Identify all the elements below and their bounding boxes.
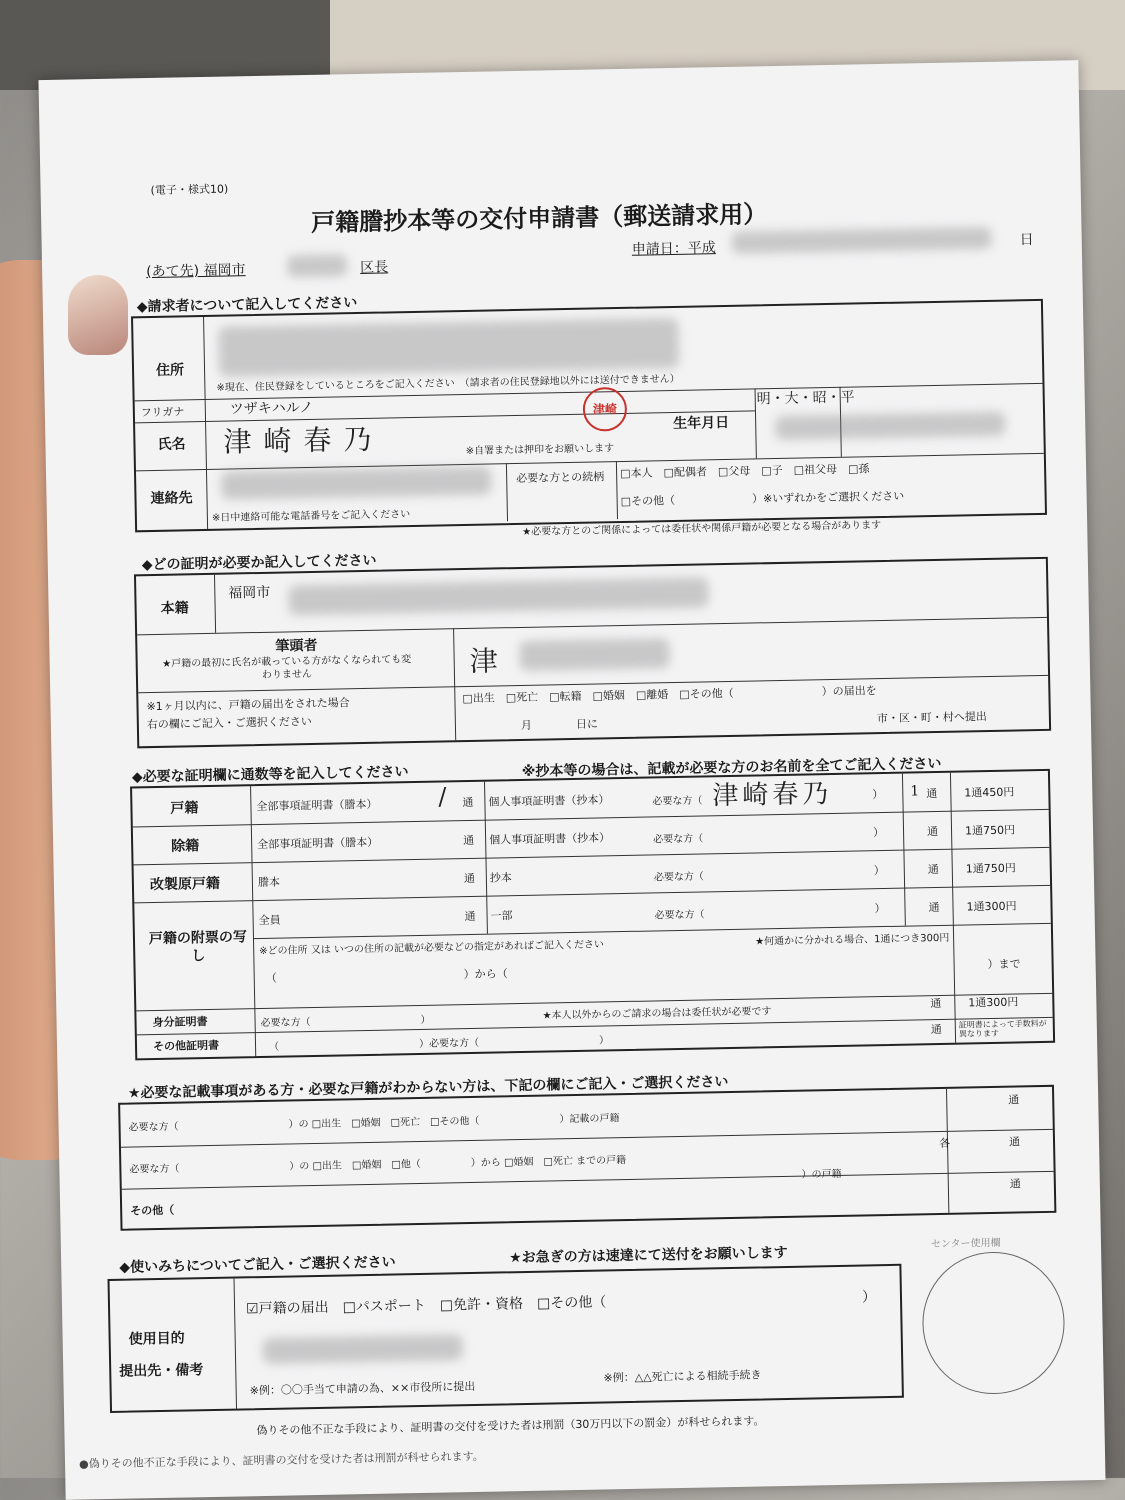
relation-label: 必要な方との続柄 [516,470,605,486]
recent-date: 月 日に [520,717,599,732]
redacted-ward [287,254,347,277]
price-label: 1通750円 [965,861,1016,876]
other-cert-label: その他証明書 [152,1038,220,1054]
extra-record-unit-2: 通 [1008,1135,1021,1149]
contact-label: 連絡先 [150,490,193,508]
full-record-label: 全員 [258,913,281,928]
form-title: 戸籍謄抄本等の交付申請書（郵送請求用） [310,200,768,237]
extra-record-line-1: 必要な方（ ）の □出生 □婚姻 □死亡 □その他（ ）記載の戸籍 [128,1113,620,1134]
fuhyo-to: ）まで [987,957,1021,972]
section3-heading: ◆必要な証明欄に通数等を記入してください [131,764,409,786]
recent-note-2: 右の欄にご記入・ご選択ください [146,714,312,732]
center-use-circle [921,1251,1066,1396]
extra-record-line-2: 必要な方（ ）の □出生 □婚姻 □他（ ）から □婚姻 □死亡 までの戸籍 [129,1155,627,1176]
mibun-unit: 通 [930,996,942,1011]
address-note: ※現在、住民登録をしているところをご記入ください （請求者の住民登録地以外には送付できません） [216,373,680,394]
application-date-day: 日 [1019,232,1034,249]
partial-record-label: 個人事項証明書（抄本） [488,793,610,809]
section3-heading-note: ※抄本等の場合は、記載が必要な方のお名前を全てご記入ください [521,755,942,780]
fingernail [68,275,128,355]
penalty-note: 偽りその他不正な手段により、証明書の交付を受けた者は刑罰（30万円以下の罰金）が科せられます。 [256,1414,765,1438]
count-row-label: 改製原戸籍 [149,875,221,894]
center-use-label: センター使用欄 [930,1237,1001,1251]
mibun-label: 身分証明書 [152,1015,208,1030]
form-code: (電子・様式10) [150,182,229,197]
section2-heading: ◆どの証明が必要か記入してください [141,552,377,574]
name-value: 津崎春乃 [223,422,384,459]
need-person-label: 必要な方（ [654,909,705,922]
name-seal: 津崎 [582,387,627,432]
honseki-prefix: 福岡市 [228,584,271,602]
mibun-price: 1通300円 [968,995,1019,1010]
need-person-label: 必要な方（ [653,833,704,846]
need-person-name: 津崎春乃 [712,779,833,812]
purpose-table [107,1264,903,1413]
purpose-label-1: 使用目的 [128,1330,185,1348]
purpose-example-2: ※例：△△死亡による相続手続き [603,1368,762,1385]
need-person-close: ） [874,902,886,916]
hittousha-note: ★戸籍の最初に氏名が載っている方がなくなられても変わりません [162,654,412,681]
full-record-unit: 通 [464,909,476,924]
count-row-label: 戸籍 [170,800,199,817]
section4-heading: ★必要な記載事項がある方・必要な戸籍がわからない方は、下記の欄にご記入・ご選択ください [127,1074,729,1102]
purpose-label-2: 提出先・備考 [119,1362,204,1380]
full-record-count: / [438,782,447,811]
redacted-birth-date [775,412,1005,440]
fuhyo-note: ※どの住所 又は いつの住所の記載が必要などの指定があればご記入ください [259,939,605,958]
name-label: 氏名 [157,436,186,453]
full-record-label: 全部事項証明書（謄本） [256,797,378,814]
extra-record-line-3: その他（ [130,1203,175,1218]
partial-record-unit: 通 [926,786,938,801]
partial-record-label: 個人事項証明書（抄本） [489,831,611,847]
redacted-purpose [263,1334,463,1364]
contact-note: ※日中連絡可能な電話番号をご記入ください [211,509,411,524]
partial-record-label: 抄本 [489,871,512,885]
full-record-unit: 通 [463,833,475,848]
address-label: 住所 [155,362,185,379]
purpose-example-1: ※例：〇〇手当て申請の為、××市役所に提出 [249,1379,476,1398]
other-cert-value: （ ）必要な方（ ） [268,1035,610,1053]
partial-record-unit: 通 [927,862,939,877]
recent-note-1: ※1ヶ月以内に、戸籍の届出をされた場合 [146,696,350,714]
purpose-options-close: ） [861,1289,877,1306]
extra-record-unit-3: 通 [1009,1177,1021,1191]
recent-options: □出生 □死亡 □転籍 □婚姻 □離婚 □その他（ ）の届出を [462,684,877,706]
need-person-label: 必要な方（ [652,795,703,808]
hittousha-value: 津 [469,644,499,678]
section5-heading: ◆使いみちについてご記入・ご選択ください [119,1254,396,1276]
need-person-close: ） [872,788,884,802]
application-date-label: 申請日：平成 [631,240,716,258]
redacted-contact [221,466,491,499]
birth-date-label: 生年月日 [673,414,730,432]
redacted-address [218,318,679,377]
recent-place: 市・区・町・村へ提出 [876,710,987,726]
mibun-need: 必要な方（ ） [260,1014,431,1030]
application-form [38,60,1105,1500]
relation-options-1: □本人 □配偶者 □父母 □子 □祖父母 □孫 [620,462,870,481]
addressee-suffix: 区長 [359,259,389,276]
redacted-hittousha [519,638,670,671]
bottom-note: ●偽りその他不正な手段により、証明書の交付を受けた者は刑罰が科せられます。 [78,1449,484,1471]
hittousha-label: 筆頭者 [275,637,318,655]
purpose-options: ☑戸籍の届出 □パスポート □免許・資格 □その他（ [245,1294,607,1318]
mibun-note: ★本人以外からのご請求の場合は委任状が必要です [542,1006,772,1022]
count-row-label: 除籍 [171,838,200,855]
relation-footnote: ★必要な方とのご関係によっては委任状や関係戸籍が必要となる場合があります [522,520,882,538]
need-person-label: 必要な方（ [653,871,704,884]
fuhyo-label: 戸籍の附票の写し [148,929,248,965]
need-person-close: ） [873,864,885,878]
furigana-value: ツザキハルノ [229,399,314,418]
full-record-unit: 通 [462,795,474,810]
section5-heading-note: ★お急ぎの方は速達にて送付をお願いします [509,1244,788,1267]
partial-record-label: 一部 [490,909,513,923]
honseki-label: 本籍 [160,600,189,617]
partial-record-unit: 通 [926,824,939,839]
price-label: 1通300円 [966,899,1017,914]
relation-options-2: □その他（ ）※いずれかをご選択ください [620,489,905,509]
other-cert-price: 証明書によって手数料が異なります [958,1018,1047,1039]
other-cert-unit: 通 [930,1022,942,1037]
full-record-unit: 通 [463,871,475,886]
era-options: 明・大・昭・平 [756,389,855,408]
price-label: 1通750円 [964,823,1016,838]
extra-record-unit-1: 通 [1008,1093,1020,1107]
extra-record-line-2b: ）の戸籍 [801,1168,842,1181]
full-record-label: 謄本 [257,875,281,890]
full-record-label: 全部事項証明書（謄本） [257,835,379,852]
redacted-date [732,227,992,254]
partial-record-count: 1 [910,783,920,800]
need-person-close: ） [872,826,885,840]
extra-record-each: 各 [938,1136,951,1151]
section1-heading: ◆請求者について記入してください [136,295,358,316]
price-label: 1通450円 [964,785,1015,800]
seal-note: ※自署または押印をお願いします [465,443,615,457]
partial-record-unit: 通 [928,900,940,915]
fuhyo-from: （ ）から（ [265,967,508,985]
furigana-label: フリガナ [140,405,185,420]
addressee-prefix: (あて先) 福岡市 [146,262,246,281]
fuhyo-note-2: ★何通かに分かれる場合、1通につき300円 [755,932,950,948]
